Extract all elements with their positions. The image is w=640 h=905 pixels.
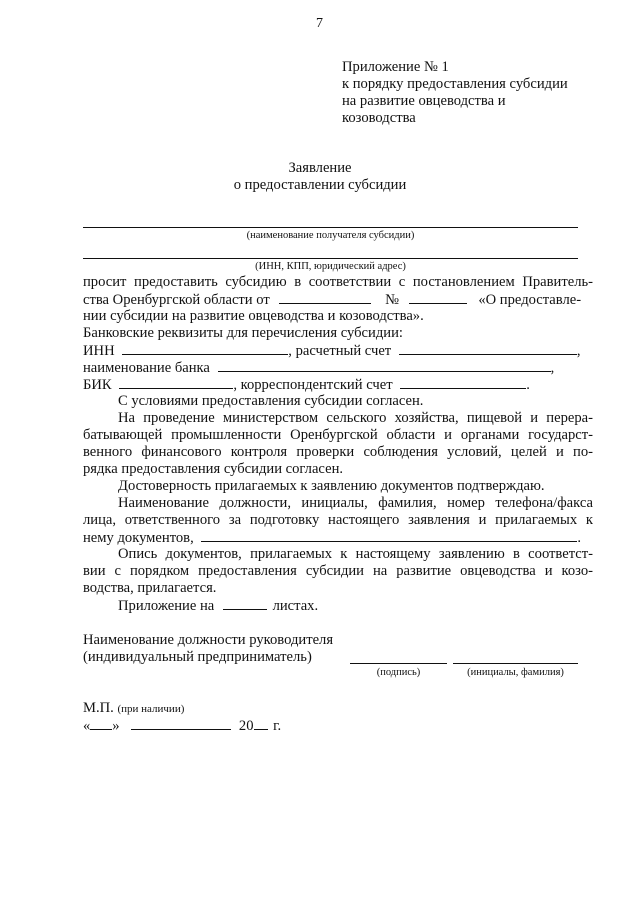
attachment-label: Приложение на bbox=[118, 598, 215, 614]
appendix-line-2: к порядку предоставления субсидии bbox=[342, 76, 568, 92]
page-number: 7 bbox=[316, 16, 323, 31]
account-label: , расчетный счет bbox=[288, 343, 392, 359]
initials-caption: (инициалы, фамилия) bbox=[467, 667, 564, 678]
position-title-line-1: Наименование должности руководителя bbox=[83, 632, 334, 648]
resolution-number-sign: № bbox=[385, 292, 399, 308]
body-p4-line-1: Опись документов, прилагаемых к настоящему заявлению в соответст- bbox=[118, 546, 593, 562]
attachment-sheets-field[interactable] bbox=[223, 597, 267, 610]
resolution-title-start: «О предоставле- bbox=[478, 292, 582, 308]
inn-kpp-address-field[interactable] bbox=[83, 258, 578, 259]
stamp-label: М.П. bbox=[83, 700, 114, 716]
body-p3-line-3 bbox=[83, 529, 593, 547]
date-year-prefix: 20 bbox=[238, 718, 254, 734]
corr-account-label: , корреспондентский счет bbox=[233, 377, 393, 393]
appendix-line-4: козоводства bbox=[342, 110, 416, 126]
recipient-name-field[interactable] bbox=[83, 227, 578, 228]
agreement-conditions: С условиями предоставления субсидии согласен. bbox=[118, 393, 424, 409]
date-year-field[interactable] bbox=[254, 717, 268, 730]
body-p2-line-3: венного финансового контроля проверки соблюдения условий, целей и по- bbox=[83, 444, 593, 460]
date-quote-open: « bbox=[83, 718, 91, 734]
documents-confirmation: Достоверность прилагаемых к заявлению документов подтверждаю. bbox=[118, 478, 545, 494]
body-p2-line-4: рядка предоставления субсидии согласен. bbox=[83, 461, 344, 477]
appendix-line-3: на развитие овцеводства и bbox=[342, 93, 506, 109]
title-line-2: о предоставлении субсидии bbox=[233, 177, 407, 193]
bank-details-heading: Банковские реквизиты для перечисления субсидии: bbox=[83, 325, 403, 341]
stamp-note: (при наличии) bbox=[117, 703, 185, 715]
body-p1-line-3: нии субсидии на развитие овцеводства и козоводства». bbox=[83, 308, 424, 324]
appendix-line-1: Приложение № 1 bbox=[342, 59, 449, 75]
date-year-suffix: г. bbox=[273, 718, 282, 734]
inn-field[interactable] bbox=[122, 342, 288, 355]
responsible-person-field[interactable] bbox=[201, 529, 577, 542]
responsible-person-label: нему документов, bbox=[83, 530, 194, 546]
bik-field[interactable] bbox=[119, 376, 233, 389]
body-p3-line-2: лица, ответственного за подготовку настоящего заявления и прилагаемых к bbox=[83, 512, 593, 528]
attachment-sheets-suffix: листах. bbox=[272, 598, 319, 614]
stamp-row bbox=[83, 700, 593, 717]
bik-label: БИК bbox=[83, 377, 112, 393]
initials-surname-field[interactable] bbox=[453, 663, 578, 664]
inn-account-row bbox=[83, 342, 593, 360]
bank-name-comma: , bbox=[550, 360, 555, 376]
date-quote-close: » bbox=[112, 718, 120, 734]
body-p4-line-3: водства, прилагается. bbox=[83, 580, 217, 596]
date-row bbox=[83, 717, 593, 735]
resolution-date-label: ства Оренбургской области от bbox=[83, 292, 270, 308]
corr-account-period: . bbox=[526, 377, 530, 393]
account-field[interactable] bbox=[399, 342, 577, 355]
resolution-date-field[interactable] bbox=[279, 291, 371, 304]
signature-caption: (подпись) bbox=[376, 667, 421, 678]
recipient-caption: (наименование получателя субсидии) bbox=[246, 230, 415, 241]
body-p3-line-1: Наименование должности, инициалы, фамилия, номер телефона/факса bbox=[118, 495, 593, 511]
bank-name-label: наименование банка bbox=[83, 360, 210, 376]
bank-name-row bbox=[83, 359, 593, 377]
title-line-1: Заявление bbox=[288, 160, 352, 176]
inn-label: ИНН bbox=[83, 343, 115, 359]
responsible-person-period: . bbox=[577, 530, 582, 546]
attachment-row bbox=[118, 597, 593, 615]
signature-field[interactable] bbox=[350, 663, 447, 664]
body-p2-line-2: батывающей промышленности Оренбургской области и органами государст- bbox=[83, 427, 593, 443]
bik-corr-row bbox=[83, 376, 593, 394]
bank-name-field[interactable] bbox=[218, 359, 551, 372]
date-day-field[interactable] bbox=[90, 717, 112, 730]
date-month-field[interactable] bbox=[131, 717, 231, 730]
corr-account-field[interactable] bbox=[400, 376, 526, 389]
body-p2-line-1: На проведение министерством сельского хозяйства, пищевой и перера- bbox=[118, 410, 593, 426]
body-p1-line-2 bbox=[83, 291, 593, 309]
position-title-line-2: (индивидуальный предприниматель) bbox=[83, 649, 312, 665]
resolution-number-field[interactable] bbox=[409, 291, 467, 304]
inn-kpp-caption: (ИНН, КПП, юридический адрес) bbox=[255, 261, 406, 272]
body-p1-line-1: просит предоставить субсидию в соответствии с постановлением Правитель- bbox=[83, 274, 593, 290]
account-comma: , bbox=[576, 343, 581, 359]
body-p4-line-2: вии с порядком предоставления субсидии на развитие овцеводства и козо- bbox=[83, 563, 593, 579]
